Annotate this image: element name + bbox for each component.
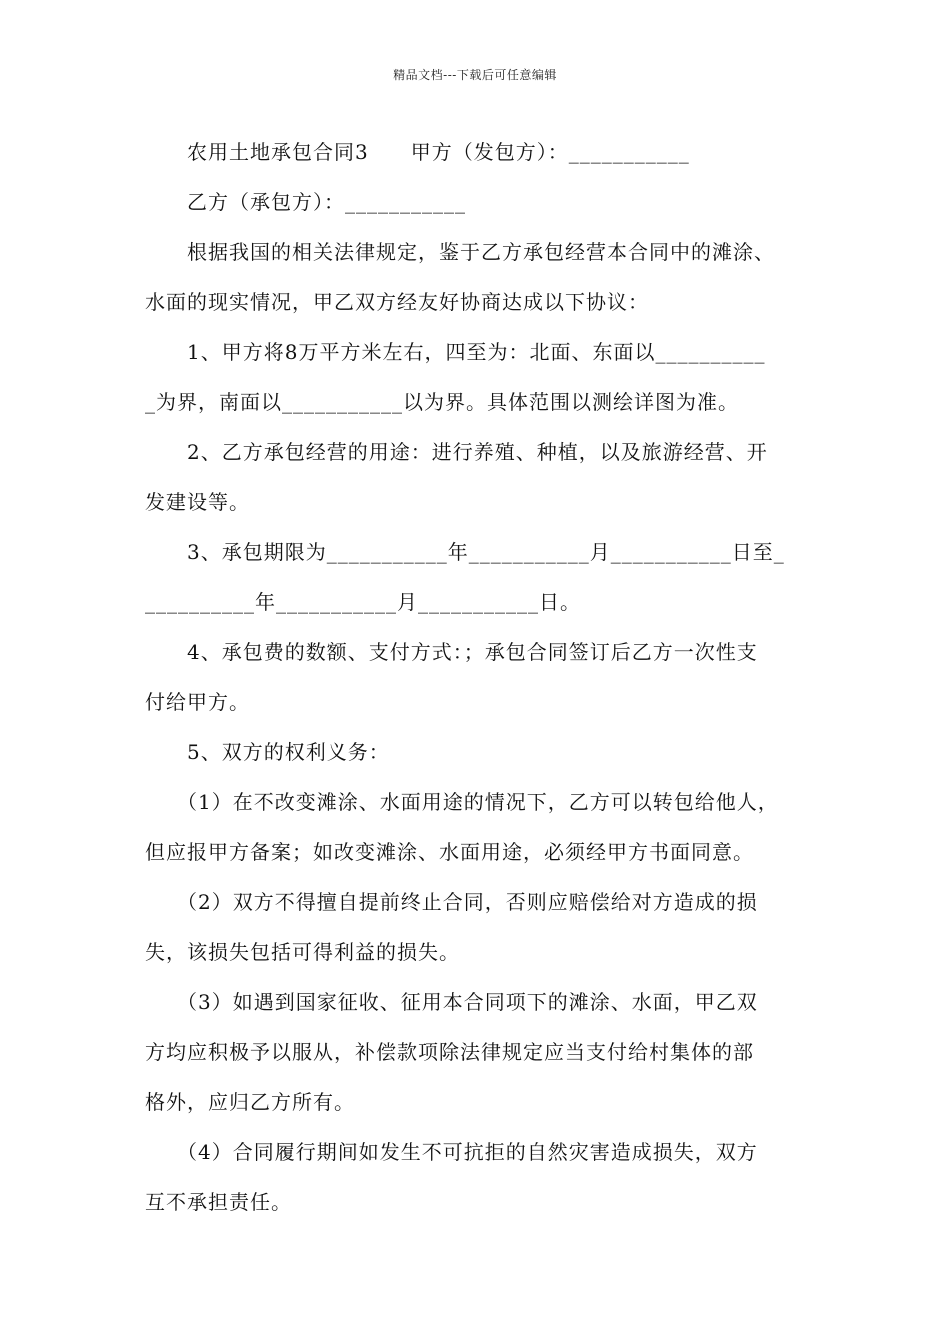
doc-line: 付给甲方。 bbox=[145, 690, 250, 714]
doc-line: 格外，应归乙方所有。 bbox=[145, 1090, 355, 1114]
doc-line-subclause-2: （2）双方不得擅自提前终止合同，否则应赔偿给对方造成的损 bbox=[145, 890, 758, 914]
doc-line-clause-2: 2、乙方承包经营的用途：进行养殖、种植，以及旅游经营、开 bbox=[145, 440, 768, 464]
doc-line-clause-4: 4、承包费的数额、支付方式：；承包合同签订后乙方一次性支 bbox=[145, 640, 758, 664]
doc-line-clause-5: 5、双方的权利义务： bbox=[145, 740, 390, 764]
doc-line: _为界，南面以___________以为界。具体范围以测绘详图为准。 bbox=[145, 390, 739, 414]
doc-line: 互不承担责任。 bbox=[145, 1190, 292, 1214]
doc-line: 水面的现实情况，甲乙双方经友好协商达成以下协议： bbox=[145, 290, 649, 314]
doc-line: 失，该损失包括可得利益的损失。 bbox=[145, 940, 460, 964]
doc-line-party-b: 乙方（承包方）：___________ bbox=[145, 190, 466, 214]
page-header: 精品文档---下载后可任意编辑 bbox=[393, 68, 557, 82]
doc-line-subclause-1: （1）在不改变滩涂、水面用途的情况下，乙方可以转包给他人， bbox=[145, 790, 779, 814]
doc-line-subclause-4: （4）合同履行期间如发生不可抗拒的自然灾害造成损失，双方 bbox=[145, 1140, 758, 1164]
doc-line-title: 农用土地承包合同3 甲方（发包方）：___________ bbox=[145, 140, 690, 164]
doc-line: 但应报甲方备案；如改变滩涂、水面用途，必须经甲方书面同意。 bbox=[145, 840, 754, 864]
doc-line: 发建设等。 bbox=[145, 490, 250, 514]
doc-line-clause-1: 1、甲方将8万平方米左右，四至为：北面、东面以__________ bbox=[145, 340, 766, 364]
doc-line: 方均应积极予以服从，补偿款项除法律规定应当支付给村集体的部 bbox=[145, 1040, 754, 1064]
doc-line-subclause-3: （3）如遇到国家征收、征用本合同项下的滩涂、水面，甲乙双 bbox=[145, 990, 758, 1014]
doc-line-clause-3: 3、承包期限为___________年___________月___________日至_ bbox=[145, 540, 785, 564]
doc-line: 根据我国的相关法律规定，鉴于乙方承包经营本合同中的滩涂、 bbox=[145, 240, 775, 264]
doc-line: __________年___________月___________日。 bbox=[145, 590, 581, 614]
